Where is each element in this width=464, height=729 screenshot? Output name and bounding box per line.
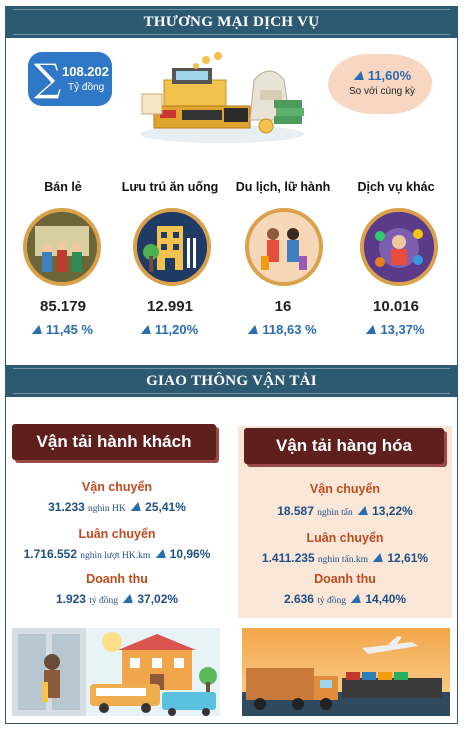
cash-register-illustration	[134, 50, 310, 146]
passenger-row-label: Luân chuyển	[78, 527, 156, 541]
category-growth-retail: 11,45 %	[8, 322, 118, 337]
trade-section-title: THƯƠNG MẠI DỊCH VỤ	[143, 14, 320, 30]
passenger-row-values: 1.716.552 nghìn lượt HK.km 10,96%	[23, 547, 211, 561]
category-growth-travel: 118,63 %	[228, 322, 338, 337]
category-label-accommodation: Lưu trú ăn uống	[121, 180, 219, 194]
growth-badge	[328, 54, 432, 114]
category-label-travel: Du lịch, lữ hành	[235, 180, 331, 194]
transport-section-title: GIAO THÔNG VẬN TẢI	[146, 373, 317, 389]
category-value-services: 10.016	[373, 298, 419, 315]
category-value-travel: 16	[274, 298, 292, 315]
growth-label: So với cùng kỳ	[348, 86, 416, 97]
up-arrow-icon	[141, 325, 153, 334]
cargo-logistics-illustration	[242, 628, 450, 716]
up-arrow-icon	[155, 549, 167, 558]
up-arrow-icon	[373, 553, 385, 562]
cargo-row-values: 2.636 tỷ đồng 14,40%	[283, 592, 407, 606]
services-icon	[360, 208, 438, 286]
category-label-services: Dịch vụ khác	[357, 180, 435, 194]
up-arrow-icon	[32, 325, 44, 334]
growth-value: 11,60%	[342, 68, 424, 83]
transport-section-header	[5, 365, 458, 397]
cargo-row-label: Vận chuyển	[309, 482, 381, 496]
up-arrow-icon	[248, 325, 260, 334]
up-arrow-icon	[123, 594, 135, 603]
up-arrow-icon	[358, 506, 370, 515]
up-arrow-icon	[351, 594, 363, 603]
up-arrow-icon	[131, 502, 143, 511]
travel-icon	[245, 208, 323, 286]
retail-icon	[23, 208, 101, 286]
cargo-row-values: 18.587 nghìn tấn 13,22%	[277, 504, 413, 518]
sigma-icon: ∑	[34, 56, 62, 100]
category-value-accommodation: 12.991	[147, 298, 193, 315]
cargo-row-values: 1.411.235 nghìn tấn.km 12,61%	[261, 551, 429, 565]
cargo-row-label: Luân chuyển	[306, 531, 384, 545]
passenger-row-label: Vận chuyển	[81, 480, 153, 494]
up-arrow-icon	[354, 71, 366, 80]
category-label-retail: Bán lẻ	[44, 180, 82, 194]
total-value-badge	[28, 52, 112, 106]
hotel-icon	[133, 208, 211, 286]
category-value-retail: 85.179	[40, 298, 86, 315]
passenger-title: Vận tải hành khách	[12, 424, 216, 460]
total-unit: Tỷ đồng	[68, 82, 105, 93]
cargo-title: Vận tải hàng hóa	[244, 428, 444, 464]
category-growth-services: 13,37%	[341, 322, 451, 337]
up-arrow-icon	[366, 325, 378, 334]
category-growth-accommodation: 11,20%	[115, 322, 225, 337]
passenger-row-values: 31.233 nghìn HK 25,41%	[48, 500, 186, 514]
passenger-row-values: 1.923 tỷ đồng 37,02%	[55, 592, 179, 606]
trade-section-header	[5, 6, 458, 38]
total-value: 108.202	[62, 64, 109, 79]
bus-station-illustration	[12, 628, 220, 716]
cargo-row-label: Doanh thu	[314, 572, 376, 586]
passenger-row-label: Doanh thu	[86, 572, 148, 586]
